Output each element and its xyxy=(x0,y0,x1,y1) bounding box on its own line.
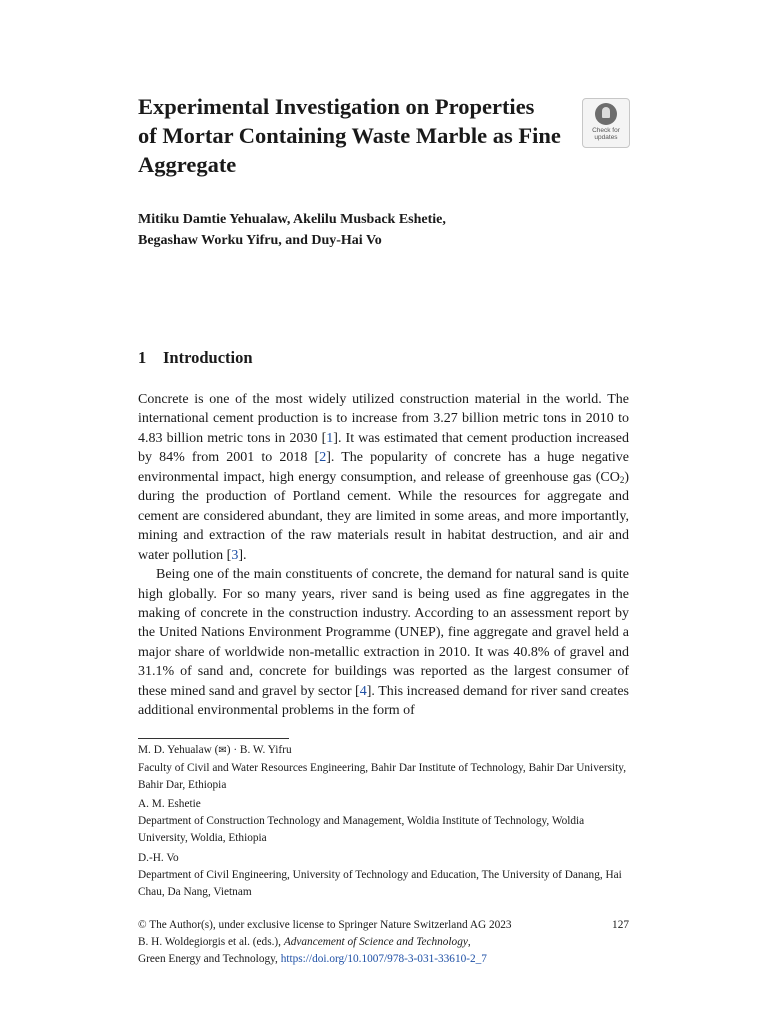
affiliation-text: Department of Construction Technology and Management, Woldia Institute of Technology, Woldia University, Woldia, Ethiopia xyxy=(138,814,585,844)
citation-link[interactable]: 1 xyxy=(326,430,334,446)
citation-link[interactable]: 3 xyxy=(231,547,239,563)
title-line: Aggregate xyxy=(138,152,237,177)
book-title: Advancement of Science and Technology xyxy=(283,935,468,948)
affiliation-authors: D.-H. Vo xyxy=(138,852,179,864)
subscript: 2 xyxy=(619,474,625,485)
page-number: 127 xyxy=(612,919,629,931)
text-run: ]. The popularity of concrete has a huge negative environmental impact, high energy consumption, and release of greenhouse gas (CO xyxy=(138,450,629,485)
badge-line: updates xyxy=(594,134,618,141)
text-run: Being one of the main constituents of concrete, the demand for natural sand is quite high globally. For so many years, river sand is being used as fine aggregates in the making of concrete in the construction industry. According to an assessment report by the United Nations Environment Programme (UNEP), fine aggregate and gravel held a major share of worldwide non-metallic extraction in 2010. It was 40.8% of gravel and 31.1% of sand and, concrete for buildings was reported as the largest consumer of these mined sand and gravel by sector [ xyxy=(138,567,629,699)
copyright-text: © The Author(s), under exclusive license to Springer Nature Switzerland AG 2023 xyxy=(138,919,512,931)
title-line: Experimental Investigation on Properties xyxy=(138,94,535,119)
section-number: 1 xyxy=(138,348,147,367)
paragraph xyxy=(138,390,629,565)
affiliation-text: Faculty of Civil and Water Resources Engineering, Bahir Dar Institute of Technology, Bahir Dar University, Bahir Dar, Ethiopia xyxy=(138,761,627,791)
affiliation-block xyxy=(138,850,629,900)
badge-line: Check for xyxy=(592,127,620,134)
paragraph xyxy=(138,565,629,721)
text-run: M. D. Yehualaw ( xyxy=(138,744,219,756)
envelope-icon[interactable]: ✉ xyxy=(218,745,227,756)
text-run: , xyxy=(467,935,471,948)
affiliation-authors: A. M. Eshetie xyxy=(138,798,201,810)
text-run: ]. It was estimated that cement production increased by 84% from 2001 to 2018 [ xyxy=(138,430,629,466)
footnote-divider xyxy=(138,738,289,739)
body-text xyxy=(138,390,629,721)
editors-line xyxy=(138,934,629,951)
affiliation-authors xyxy=(138,742,629,760)
authors-line: Mitiku Damtie Yehualaw, Akelilu Musback Eshetie, xyxy=(138,212,446,227)
text-run: Concrete is one of the most widely utilized construction material in the world. The international cement production is to increase from 3.27 billion metric tons in 2010 to 4.83 billion metric tons in 2030 [ xyxy=(138,392,629,446)
text-run: B. H. Woldegiorgis et al. (eds.), xyxy=(138,935,284,948)
check-for-updates-badge[interactable] xyxy=(582,98,630,148)
text-run: ) · B. W. Yifru xyxy=(226,744,292,756)
text-run: ]. This increased demand for river sand creates additional environmental problems in the form of xyxy=(138,683,629,719)
title-line: of Mortar Containing Waste Marble as Fine xyxy=(138,123,561,148)
publication-footer xyxy=(138,917,629,967)
text-run: ]. xyxy=(238,547,247,563)
copyright-line xyxy=(138,917,629,934)
citation-link[interactable]: 2 xyxy=(319,450,327,466)
text-run: ) during the production of Portland cement. While the resources for aggregate and cement are considered abundant, they are limited in some areas, and more importantly, mining and extraction of the raw materials result in habitat destruction, and air and water pollution [ xyxy=(138,469,629,563)
authors-line: Begashaw Worku Yifru, and Duy-Hai Vo xyxy=(138,233,382,248)
citation-link[interactable]: 4 xyxy=(359,683,367,699)
series-line xyxy=(138,951,629,968)
doi-link[interactable]: https://doi.org/10.1007/978-3-031-33610-2_7 xyxy=(280,952,487,965)
affiliation-text: Department of Civil Engineering, University of Technology and Education, The University of Danang, Hai Chau, Da Nang, Vietnam xyxy=(138,868,622,898)
text-run: Green Energy and Technology, xyxy=(138,952,281,965)
bookmark-icon xyxy=(595,103,617,125)
affiliation-block xyxy=(138,742,629,793)
paper-title xyxy=(138,92,578,179)
author-list xyxy=(138,209,638,251)
section-heading xyxy=(138,348,253,368)
affiliation-block xyxy=(138,796,629,846)
section-title: Introduction xyxy=(163,348,253,367)
